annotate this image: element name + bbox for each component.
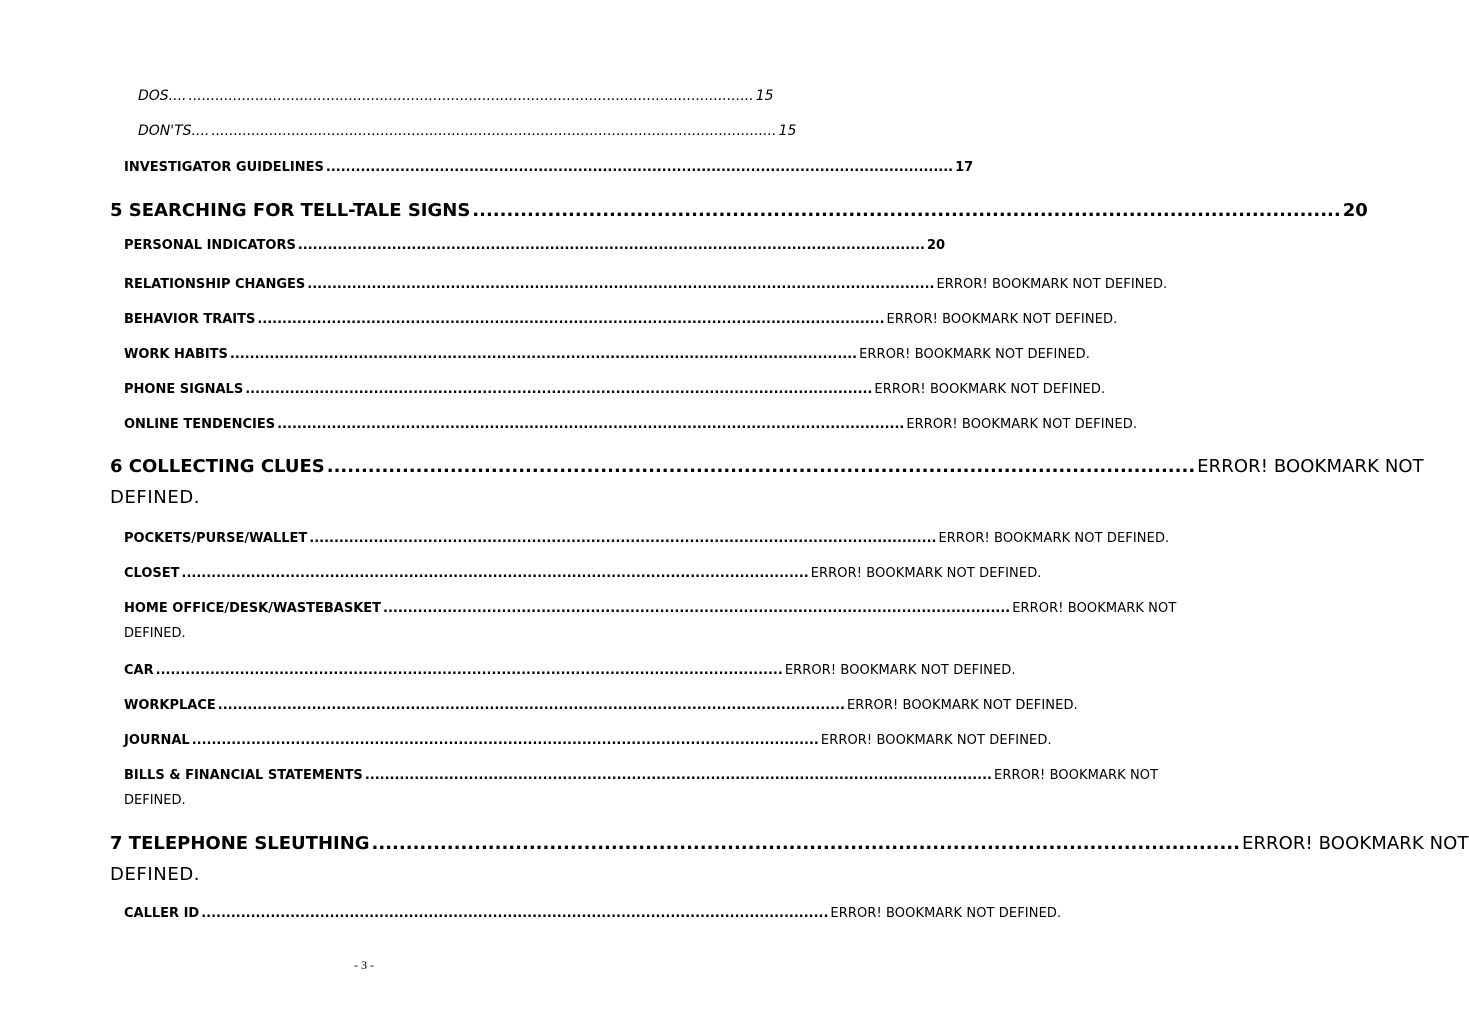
toc-page-number: 17 — [955, 160, 974, 175]
toc-page-number: 15 — [755, 88, 774, 104]
toc-entry-online-tendencies[interactable] — [124, 417, 1138, 432]
toc-entry-journal[interactable] — [124, 733, 1052, 748]
toc-chapter-label: 6 COLLECTING CLUES — [110, 456, 325, 477]
toc-chapter-6[interactable] — [110, 456, 1424, 477]
dot-leader: ............................................................................................................................... — [245, 382, 873, 397]
dot-leader: ............................................................................................................................... — [325, 160, 954, 175]
toc-entry-label: PERSONAL INDICATORS — [124, 238, 296, 253]
toc-entry-car[interactable] — [124, 663, 1016, 678]
toc-entry-behavior-traits[interactable] — [124, 312, 1118, 327]
toc-error-text: ERROR! BOOKMARK NOT DEFINED. — [784, 663, 1016, 678]
toc-chapter-7[interactable] — [110, 833, 1469, 854]
toc-error-text: ERROR! BOOKMARK NOT DEFINED. — [874, 382, 1106, 397]
toc-entry-work-habits[interactable] — [124, 347, 1090, 362]
toc-entry-donts[interactable] — [138, 123, 797, 139]
toc-error-text: ERROR! BOOKMARK NOT DEFINED. — [886, 312, 1118, 327]
toc-page-number: 20 — [927, 238, 946, 253]
toc-error-continuation: DEFINED. — [124, 793, 186, 808]
toc-entry-label: POCKETS/PURSE/WALLET — [124, 531, 308, 546]
toc-error-text: ERROR! BOOKMARK NOT DEFINED. — [810, 566, 1042, 581]
dot-leader: ............................................................................................................................... — [217, 698, 845, 713]
toc-entry-bills-financial-statements[interactable] — [124, 768, 1159, 783]
toc-entry-label: DOS.... — [138, 88, 187, 104]
toc-error-continuation: DEFINED. — [110, 864, 201, 885]
dot-leader: ............................................................................................................................... — [229, 347, 858, 362]
toc-error-continuation: DEFINED. — [124, 626, 186, 641]
dot-leader: ............................................................................................................................... — [277, 417, 905, 432]
toc-entry-label: HOME OFFICE/DESK/WASTEBASKET — [124, 601, 382, 616]
dot-leader: ............................................................................................................................... — [297, 238, 925, 253]
toc-entry-personal-indicators[interactable] — [124, 238, 946, 253]
toc-entry-label: CALLER ID — [124, 906, 200, 921]
toc-entry-label: RELATIONSHIP CHANGES — [124, 277, 306, 292]
toc-error-text: ERROR! BOOKMARK NOT DEFINED. — [820, 733, 1052, 748]
toc-entry-label: DON'TS.... — [138, 123, 210, 139]
dot-leader: ............................................................................................................................... — [472, 200, 1341, 221]
toc-entry-label: ONLINE TENDENCIES — [124, 417, 276, 432]
dot-leader: ............................................................................................................................... — [364, 768, 992, 783]
toc-page-number: 15 — [778, 123, 797, 139]
toc-entry-label: CAR — [124, 663, 154, 678]
dot-leader: ............................................................................................................................... — [191, 733, 819, 748]
toc-entry-label: JOURNAL — [124, 733, 190, 748]
toc-entry-home-office[interactable] — [124, 601, 1177, 616]
toc-chapter-label: 5 SEARCHING FOR TELL-TALE SIGNS — [110, 200, 471, 221]
dot-leader: ............................................................................................................................... — [371, 833, 1240, 854]
toc-page-number: 20 — [1342, 200, 1368, 221]
toc-entry-label: WORK HABITS — [124, 347, 228, 362]
toc-chapter-label: 7 TELEPHONE SLEUTHING — [110, 833, 370, 854]
toc-error-text: ERROR! BOOKMARK NOT — [1197, 456, 1424, 477]
dot-leader: ............................................................................................................................... — [188, 88, 754, 104]
toc-entry-label: BILLS & FINANCIAL STATEMENTS — [124, 768, 363, 783]
dot-leader: ............................................................................................................................... — [307, 277, 935, 292]
toc-error-text: ERROR! BOOKMARK NOT DEFINED. — [938, 531, 1170, 546]
dot-leader: ............................................................................................................................... — [201, 906, 829, 921]
toc-entry-phone-signals[interactable] — [124, 382, 1106, 397]
toc-entry-caller-id[interactable] — [124, 906, 1062, 921]
toc-entry-label: BEHAVIOR TRAITS — [124, 312, 256, 327]
toc-entry-dos[interactable] — [138, 88, 774, 104]
toc-error-text: ERROR! BOOKMARK NOT DEFINED. — [830, 906, 1062, 921]
toc-entry-workplace[interactable] — [124, 698, 1078, 713]
dot-leader: ............................................................................................................................... — [326, 456, 1196, 477]
page-number: - 3 - — [354, 958, 374, 972]
toc-entry-relationship-changes[interactable] — [124, 277, 1168, 292]
toc-entry-label: INVESTIGATOR GUIDELINES — [124, 160, 324, 175]
toc-error-continuation: DEFINED. — [110, 487, 201, 508]
dot-leader: ............................................................................................................................... — [155, 663, 783, 678]
toc-entry-label: WORKPLACE — [124, 698, 216, 713]
toc-error-text: ERROR! BOOKMARK NOT DEFINED. — [846, 698, 1078, 713]
toc-entry-label: PHONE SIGNALS — [124, 382, 244, 397]
toc-entry-investigator-guidelines[interactable] — [124, 160, 974, 175]
toc-error-text: ERROR! BOOKMARK NOT DEFINED. — [906, 417, 1138, 432]
dot-leader: ............................................................................................................................... — [211, 123, 777, 139]
toc-error-text: ERROR! BOOKMARK NOT DEFINED. — [859, 347, 1090, 362]
toc-error-text: ERROR! BOOKMARK NOT — [1012, 601, 1177, 616]
toc-entry-pockets-purse-wallet[interactable] — [124, 531, 1170, 546]
dot-leader: ............................................................................................................................... — [383, 601, 1011, 616]
dot-leader: ............................................................................................................................... — [309, 531, 937, 546]
toc-entry-closet[interactable] — [124, 566, 1042, 581]
dot-leader: ............................................................................................................................... — [181, 566, 809, 581]
toc-error-text: ERROR! BOOKMARK NOT — [994, 768, 1159, 783]
toc-error-text: ERROR! BOOKMARK NOT — [1241, 833, 1469, 854]
toc-chapter-5[interactable] — [110, 200, 1368, 221]
toc-error-text: ERROR! BOOKMARK NOT DEFINED. — [936, 277, 1168, 292]
dot-leader: ............................................................................................................................... — [257, 312, 885, 327]
toc-entry-label: CLOSET — [124, 566, 180, 581]
